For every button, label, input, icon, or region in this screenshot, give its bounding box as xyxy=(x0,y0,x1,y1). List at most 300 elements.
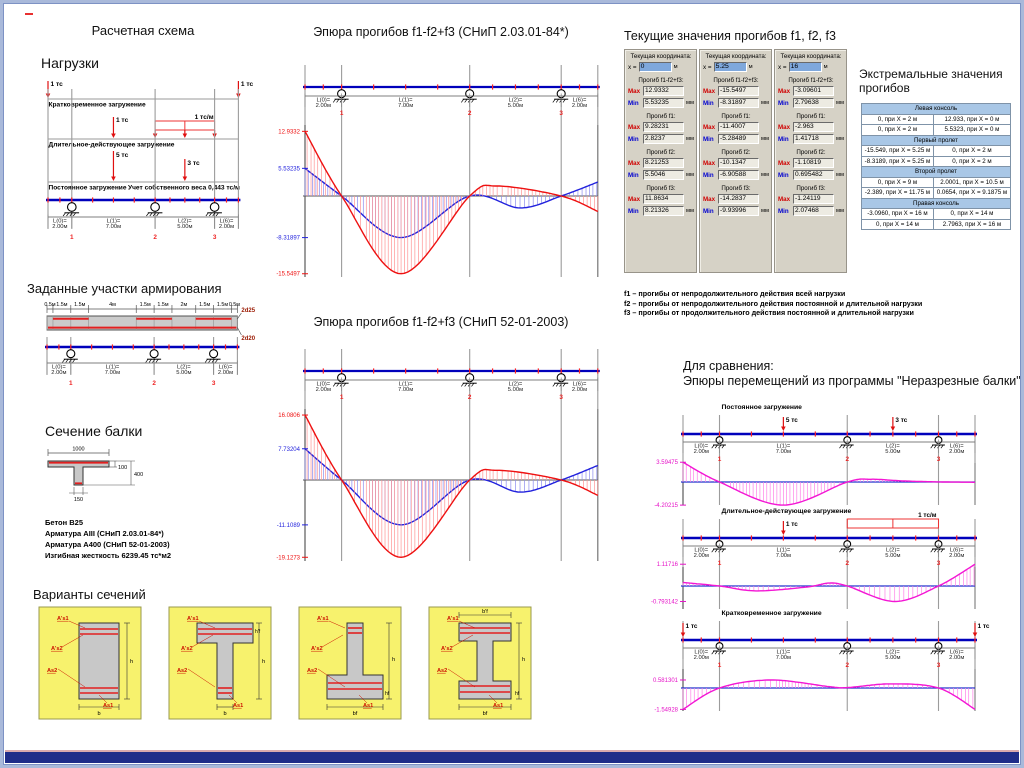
extremes-cell: 2.7963, при X = 16 м xyxy=(933,219,1010,230)
deflection-max-field[interactable]: 8.21253 xyxy=(643,158,684,168)
deflection-max-field[interactable]: -3.09601 xyxy=(793,86,834,96)
mm-unit-label: мм xyxy=(686,136,694,142)
reinforcement-beam xyxy=(44,302,255,342)
svg-text:Учет собственного веса 0,443 т: Учет собственного веса 0,443 тс/м xyxy=(128,184,240,192)
mm-unit-label: мм xyxy=(686,172,694,178)
svg-text:3: 3 xyxy=(559,394,563,401)
svg-text:A's1: A's1 xyxy=(57,616,69,622)
svg-text:1 тс: 1 тс xyxy=(685,623,698,630)
svg-text:bf: bf xyxy=(482,711,488,717)
max-row xyxy=(628,86,694,96)
svg-text:7.00м: 7.00м xyxy=(398,387,414,393)
section-variant-2 xyxy=(169,607,271,719)
comparison-diagram-2 xyxy=(651,507,977,609)
svg-text:L(2)=: L(2)= xyxy=(508,97,523,104)
svg-text:L(2)=: L(2)= xyxy=(886,547,900,554)
svg-text:3.59475: 3.59475 xyxy=(656,460,678,467)
extremes-cell: 0, при X = 2 м xyxy=(933,146,1010,157)
svg-text:L(6)=: L(6)= xyxy=(218,364,233,371)
x-label: x = xyxy=(778,63,787,71)
svg-text:3: 3 xyxy=(211,380,216,387)
svg-text:1 тс: 1 тс xyxy=(977,623,990,630)
deflection-max-field[interactable]: -1.10819 xyxy=(793,158,834,168)
max-label: Max xyxy=(703,123,716,131)
svg-text:L(2)=: L(2)= xyxy=(886,443,900,450)
svg-text:L(2)=: L(2)= xyxy=(177,218,192,225)
svg-text:7.00м: 7.00м xyxy=(775,553,792,559)
extremes-cell: 0, при X = 2 м xyxy=(862,114,934,125)
deflection-chart-snip-2003 xyxy=(265,339,617,591)
svg-text:A's2: A's2 xyxy=(181,646,193,652)
deflection-group-label: Прогиб f1: xyxy=(796,113,826,120)
min-label: Min xyxy=(628,207,639,215)
extremes-table xyxy=(861,103,1011,230)
section-notes xyxy=(45,517,171,561)
deflection-min-field[interactable]: 5.5046 xyxy=(643,170,684,180)
max-label: Max xyxy=(628,87,641,95)
x-coordinate-input[interactable]: 16 xyxy=(789,62,822,72)
deflection-group-label: Прогиб f3: xyxy=(796,185,826,192)
svg-text:1: 1 xyxy=(717,456,722,463)
extremes-group-header: Левая консоль xyxy=(862,104,1011,115)
max-label: Max xyxy=(703,159,716,167)
svg-text:7.73204: 7.73204 xyxy=(278,446,300,453)
mm-unit-label: мм xyxy=(686,208,694,214)
beam-diagram xyxy=(303,349,600,561)
svg-text:2d25: 2d25 xyxy=(241,308,256,314)
deflection-max-field[interactable]: -2.963 xyxy=(793,122,834,132)
svg-text:7.00м: 7.00м xyxy=(105,224,122,230)
max-row xyxy=(703,122,769,132)
comparison-title-1: Для сравнения: xyxy=(683,359,774,373)
svg-text:5.00м: 5.00м xyxy=(177,224,193,230)
svg-text:2d20: 2d20 xyxy=(241,336,256,342)
svg-text:-15.5497: -15.5497 xyxy=(276,271,300,278)
svg-text:b'f: b'f xyxy=(482,609,488,615)
svg-text:hf: hf xyxy=(515,691,520,697)
deflection-panel-2 xyxy=(699,49,772,273)
max-label: Max xyxy=(778,195,791,203)
deflection-max-field[interactable]: -14.2837 xyxy=(718,194,759,204)
svg-text:Длительное-действующее загруже: Длительное-действующее загружение xyxy=(721,508,852,515)
svg-text:0.5м: 0.5м xyxy=(228,302,241,308)
extremes-cell: 12.933, при X = 0 м xyxy=(933,114,1010,125)
beam-diagram xyxy=(681,519,977,609)
deflection-plot xyxy=(653,669,975,713)
min-row xyxy=(778,170,844,180)
extremes-group-header: Первый пролет xyxy=(862,135,1011,146)
mm-unit-label: мм xyxy=(836,136,844,142)
svg-text:L(2)=: L(2)= xyxy=(176,364,191,371)
footnote-f1: f1 – прогибы от непродолжительного действия всей нагрузки xyxy=(624,289,846,298)
svg-text:h: h xyxy=(392,657,396,663)
table-row xyxy=(862,156,1011,167)
deflection-plot xyxy=(276,125,597,278)
svg-text:3: 3 xyxy=(212,234,217,241)
deflection-group-label: Прогиб f1: xyxy=(646,113,676,120)
reinforcement-diagram xyxy=(21,299,267,399)
svg-text:7.00м: 7.00м xyxy=(775,449,792,455)
svg-text:L(1)=: L(1)= xyxy=(398,97,413,104)
svg-text:1 тс: 1 тс xyxy=(785,521,798,528)
max-label: Max xyxy=(778,159,791,167)
svg-text:As2: As2 xyxy=(307,668,318,674)
svg-text:1.5м: 1.5м xyxy=(74,302,86,308)
svg-text:3: 3 xyxy=(936,560,941,567)
min-label: Min xyxy=(778,171,789,179)
extremes-cell: 0, при X = 14 м xyxy=(933,209,1010,220)
section-title: Сечение балки xyxy=(45,423,143,439)
svg-text:2.00м: 2.00м xyxy=(949,553,965,559)
svg-text:-8.31897: -8.31897 xyxy=(276,235,300,242)
deflection-group-label: Прогиб f1-f2+f3: xyxy=(788,77,834,84)
deflection-group-label: Прогиб f2: xyxy=(721,149,751,156)
svg-text:1: 1 xyxy=(70,234,74,241)
svg-text:2.00м: 2.00м xyxy=(52,224,68,230)
svg-text:As1: As1 xyxy=(493,703,504,709)
deflection-min-field[interactable]: -9.93996 xyxy=(718,206,759,216)
svg-text:2: 2 xyxy=(153,234,157,241)
extremes-cell: -15.549, при X = 5.25 м xyxy=(862,146,934,157)
svg-text:400: 400 xyxy=(134,472,144,478)
max-row xyxy=(628,158,694,168)
min-label: Min xyxy=(703,135,714,143)
svg-text:5.00м: 5.00м xyxy=(885,553,901,559)
svg-text:-1.54928: -1.54928 xyxy=(654,707,678,714)
svg-text:L(6)=: L(6)= xyxy=(572,381,587,388)
svg-text:2.00м: 2.00м xyxy=(571,103,588,109)
meter-unit-label: м xyxy=(748,64,753,70)
min-row xyxy=(628,98,694,108)
svg-text:Кратковременное загружение: Кратковременное загружение xyxy=(721,610,822,617)
scheme-title: Расчетная схема xyxy=(91,23,195,38)
svg-text:1.5м: 1.5м xyxy=(56,302,68,308)
section-note: Арматура A400 (СНиП 52-01-2003) xyxy=(45,540,170,549)
deflection-max-field[interactable]: -11.4007 xyxy=(718,122,759,132)
deflection-min-field[interactable]: 5.53235 xyxy=(643,98,684,108)
svg-text:A's1: A's1 xyxy=(447,616,459,622)
svg-text:As1: As1 xyxy=(233,703,244,709)
deflection-min-field[interactable]: 8.21326 xyxy=(643,206,684,216)
svg-text:1 тс: 1 тс xyxy=(240,81,254,88)
svg-text:As1: As1 xyxy=(103,703,114,709)
deflection-min-field[interactable]: 0.695482 xyxy=(793,170,834,180)
svg-text:L(0)=: L(0)= xyxy=(316,97,331,104)
deflection-max-field[interactable]: -1.24119 xyxy=(793,194,834,204)
deflection-group-label: Прогиб f2: xyxy=(646,149,676,156)
svg-text:5 тс: 5 тс xyxy=(115,152,129,159)
comparison-title-2: Эпюры перемещений из программы "Неразрезные балки" xyxy=(683,374,1021,388)
extremes-group-header: Второй пролет xyxy=(862,167,1011,178)
deflection-min-field[interactable]: -6.90588 xyxy=(718,170,759,180)
mm-unit-label: мм xyxy=(836,172,844,178)
svg-text:bf: bf xyxy=(352,711,358,717)
deflection-max-field[interactable]: 11.8634 xyxy=(643,194,684,204)
max-label: Max xyxy=(703,87,716,95)
svg-text:12.9332: 12.9332 xyxy=(278,129,300,136)
table-row xyxy=(862,177,1011,188)
svg-text:L(6)=: L(6)= xyxy=(949,443,964,450)
mm-unit-label: мм xyxy=(836,208,844,214)
footnote-f2: f2 – прогибы от непродолжительного действия постоянной и длительной нагрузки xyxy=(624,298,923,308)
comparison-diagram-1 xyxy=(654,404,977,509)
max-label: Max xyxy=(778,123,791,131)
min-row xyxy=(778,98,844,108)
svg-text:b: b xyxy=(97,711,101,717)
svg-text:L(1)=: L(1)= xyxy=(105,364,120,371)
svg-text:2.00м: 2.00м xyxy=(693,553,709,559)
svg-text:2: 2 xyxy=(845,560,850,567)
svg-text:5.00м: 5.00м xyxy=(885,449,901,455)
extremes-cell: 5.5323, при X = 0 м xyxy=(933,125,1010,136)
min-row xyxy=(778,134,844,144)
svg-text:hf: hf xyxy=(385,691,390,697)
t-section xyxy=(48,447,143,504)
svg-text:-19.1273: -19.1273 xyxy=(276,555,300,562)
svg-text:5.00м: 5.00м xyxy=(507,387,524,393)
svg-text:2: 2 xyxy=(845,662,850,669)
beam-cross-section-diagram xyxy=(31,443,241,509)
svg-text:5 тс: 5 тс xyxy=(785,417,798,424)
x-coordinate-input[interactable]: 5.25 xyxy=(714,62,747,72)
deflection-group-label: Прогиб f3: xyxy=(721,185,751,192)
section-note: Изгибная жесткость 6239.45 тс*м2 xyxy=(45,551,172,560)
svg-text:L(1)=: L(1)= xyxy=(398,381,413,388)
beam-diagram xyxy=(45,337,239,387)
deflection-min-field[interactable]: 2.07468 xyxy=(793,206,834,216)
svg-text:1.5м: 1.5м xyxy=(199,302,211,308)
svg-text:2: 2 xyxy=(467,394,472,401)
min-label: Min xyxy=(703,207,714,215)
beam-diagram xyxy=(681,415,977,505)
deflection-plot xyxy=(276,409,597,561)
max-row xyxy=(703,194,769,204)
table-row xyxy=(862,209,1011,220)
max-row xyxy=(703,86,769,96)
table-row xyxy=(862,146,1011,157)
svg-text:7.00м: 7.00м xyxy=(775,655,792,661)
max-label: Max xyxy=(628,123,641,131)
svg-text:1 тс: 1 тс xyxy=(115,117,129,124)
comparison-diagrams xyxy=(617,395,1024,745)
svg-text:3 тс: 3 тс xyxy=(895,417,908,424)
svg-text:2.00м: 2.00м xyxy=(571,387,588,393)
max-label: Max xyxy=(703,195,716,203)
deflection-panels xyxy=(624,49,847,273)
min-row xyxy=(628,206,694,216)
svg-text:1.5м: 1.5м xyxy=(139,302,151,308)
svg-text:2.00м: 2.00м xyxy=(315,387,331,393)
coordinate-label: Текущая координата: xyxy=(705,53,767,60)
table-row xyxy=(862,114,1011,125)
x-row xyxy=(703,62,769,72)
svg-text:A's2: A's2 xyxy=(311,646,323,652)
svg-text:3: 3 xyxy=(559,110,563,117)
table-row xyxy=(862,125,1011,136)
meter-unit-label: м xyxy=(673,64,678,70)
svg-text:A's1: A's1 xyxy=(317,616,329,622)
deflection-group-label: Прогиб f1-f2+f3: xyxy=(638,77,684,84)
extremes-cell: -2.389, при X = 11.75 м xyxy=(862,188,934,199)
svg-text:b: b xyxy=(223,711,227,717)
svg-text:L(0)=: L(0)= xyxy=(53,218,67,225)
svg-text:3: 3 xyxy=(936,662,941,669)
min-row xyxy=(703,98,769,108)
min-label: Min xyxy=(778,207,789,215)
svg-text:100: 100 xyxy=(118,465,128,471)
svg-text:L(6)=: L(6)= xyxy=(572,97,587,104)
min-label: Min xyxy=(628,135,639,143)
x-label: x = xyxy=(703,63,712,71)
svg-text:2.00м: 2.00м xyxy=(217,370,234,376)
extremes-group-header: Правая консоль xyxy=(862,198,1011,209)
deflection-panel-1 xyxy=(624,49,697,273)
deflection-group-label: Прогиб f1-f2+f3: xyxy=(713,77,759,84)
table-row xyxy=(862,188,1011,199)
beam-diagram xyxy=(303,65,600,277)
extremes-cell: 0, при X = 2 м xyxy=(862,125,934,136)
max-label: Max xyxy=(628,195,641,203)
min-label: Min xyxy=(703,171,714,179)
svg-text:1 тс/м: 1 тс/м xyxy=(194,114,214,121)
svg-text:4м: 4м xyxy=(109,302,116,308)
svg-text:Кратковременное загружение: Кратковременное загружение xyxy=(48,101,146,109)
deflection-max-field[interactable]: 12.9332 xyxy=(643,86,684,96)
svg-text:h: h xyxy=(262,659,266,665)
deflection-min-field[interactable]: 2.8237 xyxy=(643,134,684,144)
min-label: Min xyxy=(778,99,789,107)
mm-unit-label: мм xyxy=(761,208,769,214)
min-row xyxy=(628,170,694,180)
svg-text:1.5м: 1.5м xyxy=(157,302,169,308)
svg-text:1: 1 xyxy=(339,394,344,401)
svg-text:L(1)=: L(1)= xyxy=(776,443,791,450)
svg-text:1.11716: 1.11716 xyxy=(656,562,678,569)
svg-text:1: 1 xyxy=(69,380,73,387)
extremes-cell: 2.0001, при X = 10.5 м xyxy=(933,177,1010,188)
svg-text:L(6)=: L(6)= xyxy=(949,547,964,554)
coordinate-label: Текущая координата: xyxy=(780,53,842,60)
extremes-cell: 0.0654, при X = 9.1875 м xyxy=(933,188,1010,199)
max-row xyxy=(778,86,844,96)
deflection-min-field[interactable]: -5.28489 xyxy=(718,134,759,144)
svg-text:Длительное-действующее загруже: Длительное-действующее загружение xyxy=(48,141,175,149)
mm-unit-label: мм xyxy=(761,100,769,106)
coordinate-label: Текущая координата: xyxy=(630,53,692,60)
deflection-max-field[interactable]: -10.1347 xyxy=(718,158,759,168)
section-note: Арматура AIII (СНиП 2.03.01-84*) xyxy=(45,529,164,538)
loads-heading: Нагрузки xyxy=(41,55,99,71)
bottom-scrollbar-area[interactable] xyxy=(5,750,1019,763)
x-row xyxy=(628,62,694,72)
svg-text:3: 3 xyxy=(936,456,941,463)
svg-text:L(6)=: L(6)= xyxy=(219,218,234,225)
svg-text:L(1)=: L(1)= xyxy=(106,218,121,225)
svg-text:L(0)=: L(0)= xyxy=(694,547,709,554)
svg-text:7.00м: 7.00м xyxy=(104,370,121,376)
svg-text:1 тс: 1 тс xyxy=(50,81,63,88)
section-variants-diagram xyxy=(37,605,537,721)
svg-text:0.581301: 0.581301 xyxy=(652,677,678,684)
extremes-cell: 0, при X = 9 м xyxy=(862,177,934,188)
max-row xyxy=(778,194,844,204)
max-row xyxy=(628,122,694,132)
svg-text:2м: 2м xyxy=(180,302,188,308)
footnote-f3: f3 – прогибы от продолжительного действия постоянной и длительной нагрузки xyxy=(624,308,914,318)
max-row xyxy=(778,158,844,168)
extremes-cell: -8.3189, при X = 5.25 м xyxy=(862,156,934,167)
x-coordinate-input[interactable]: 0 xyxy=(639,62,672,72)
svg-text:L(2)=: L(2)= xyxy=(508,381,523,388)
svg-text:1 тс/м: 1 тс/м xyxy=(918,512,937,519)
svg-text:L(2)=: L(2)= xyxy=(886,649,900,656)
deflection-min-field[interactable]: 1.41718 xyxy=(793,134,834,144)
svg-text:5.53235: 5.53235 xyxy=(278,166,300,173)
svg-text:5.00м: 5.00м xyxy=(885,655,901,661)
svg-text:L(0)=: L(0)= xyxy=(52,364,66,371)
svg-text:h: h xyxy=(130,659,134,665)
svg-text:7.00м: 7.00м xyxy=(398,103,414,109)
section-note: Бетон B25 xyxy=(45,518,83,527)
meter-unit-label: м xyxy=(823,64,828,70)
extremes-cell: -3.0960, при X = 16 м xyxy=(862,209,934,220)
svg-text:5.00м: 5.00м xyxy=(507,103,524,109)
section-variant-1 xyxy=(39,607,141,719)
deflection-group-label: Прогиб f1: xyxy=(721,113,751,120)
deflection-min-field[interactable]: 2.79638 xyxy=(793,98,834,108)
min-label: Min xyxy=(703,99,714,107)
svg-text:3 тс: 3 тс xyxy=(187,160,200,167)
svg-text:A's2: A's2 xyxy=(441,646,453,652)
svg-text:L(1)=: L(1)= xyxy=(776,649,791,656)
max-label: Max xyxy=(628,159,641,167)
variants-title: Варианты сечений xyxy=(33,587,146,602)
mm-unit-label: мм xyxy=(761,136,769,142)
svg-text:2: 2 xyxy=(467,110,472,117)
svg-text:Постоянное загружение: Постоянное загружение xyxy=(721,404,802,411)
comparison-diagram-3 xyxy=(653,610,990,713)
svg-text:1.5м: 1.5м xyxy=(216,302,229,308)
svg-text:2.00м: 2.00м xyxy=(949,655,965,661)
svg-text:2: 2 xyxy=(845,456,850,463)
svg-text:1: 1 xyxy=(717,662,722,669)
deflection-max-field[interactable]: -15.5497 xyxy=(718,86,759,96)
svg-text:Постоянное загружение: Постоянное загружение xyxy=(48,184,127,192)
svg-text:1: 1 xyxy=(339,110,344,117)
svg-text:A's2: A's2 xyxy=(51,646,63,652)
svg-text:1: 1 xyxy=(717,560,722,567)
svg-text:L(6)=: L(6)= xyxy=(949,649,964,656)
deflection-min-field[interactable]: -8.31897 xyxy=(718,98,759,108)
svg-text:2.00м: 2.00м xyxy=(51,370,67,376)
current-values-title: Текущие значения прогибов f1, f2, f3 xyxy=(624,29,836,43)
deflection-max-field[interactable]: 9.28231 xyxy=(643,122,684,132)
extremes-cell: 0, при X = 2 м xyxy=(933,156,1010,167)
min-label: Min xyxy=(628,171,639,179)
extremes-cell: 0, при X = 14 м xyxy=(862,219,934,230)
max-row xyxy=(778,122,844,132)
beam-diagram xyxy=(681,621,977,711)
mm-unit-label: мм xyxy=(761,172,769,178)
deflection-chart-snip-84 xyxy=(265,55,617,307)
deflection-plot xyxy=(651,562,975,609)
min-label: Min xyxy=(778,135,789,143)
svg-text:-4.20215: -4.20215 xyxy=(654,503,678,510)
svg-text:-0.793142: -0.793142 xyxy=(650,599,678,606)
svg-text:-11.1089: -11.1089 xyxy=(276,522,300,529)
deflection-group-label: Прогиб f3: xyxy=(646,185,676,192)
svg-text:h: h xyxy=(522,657,526,663)
